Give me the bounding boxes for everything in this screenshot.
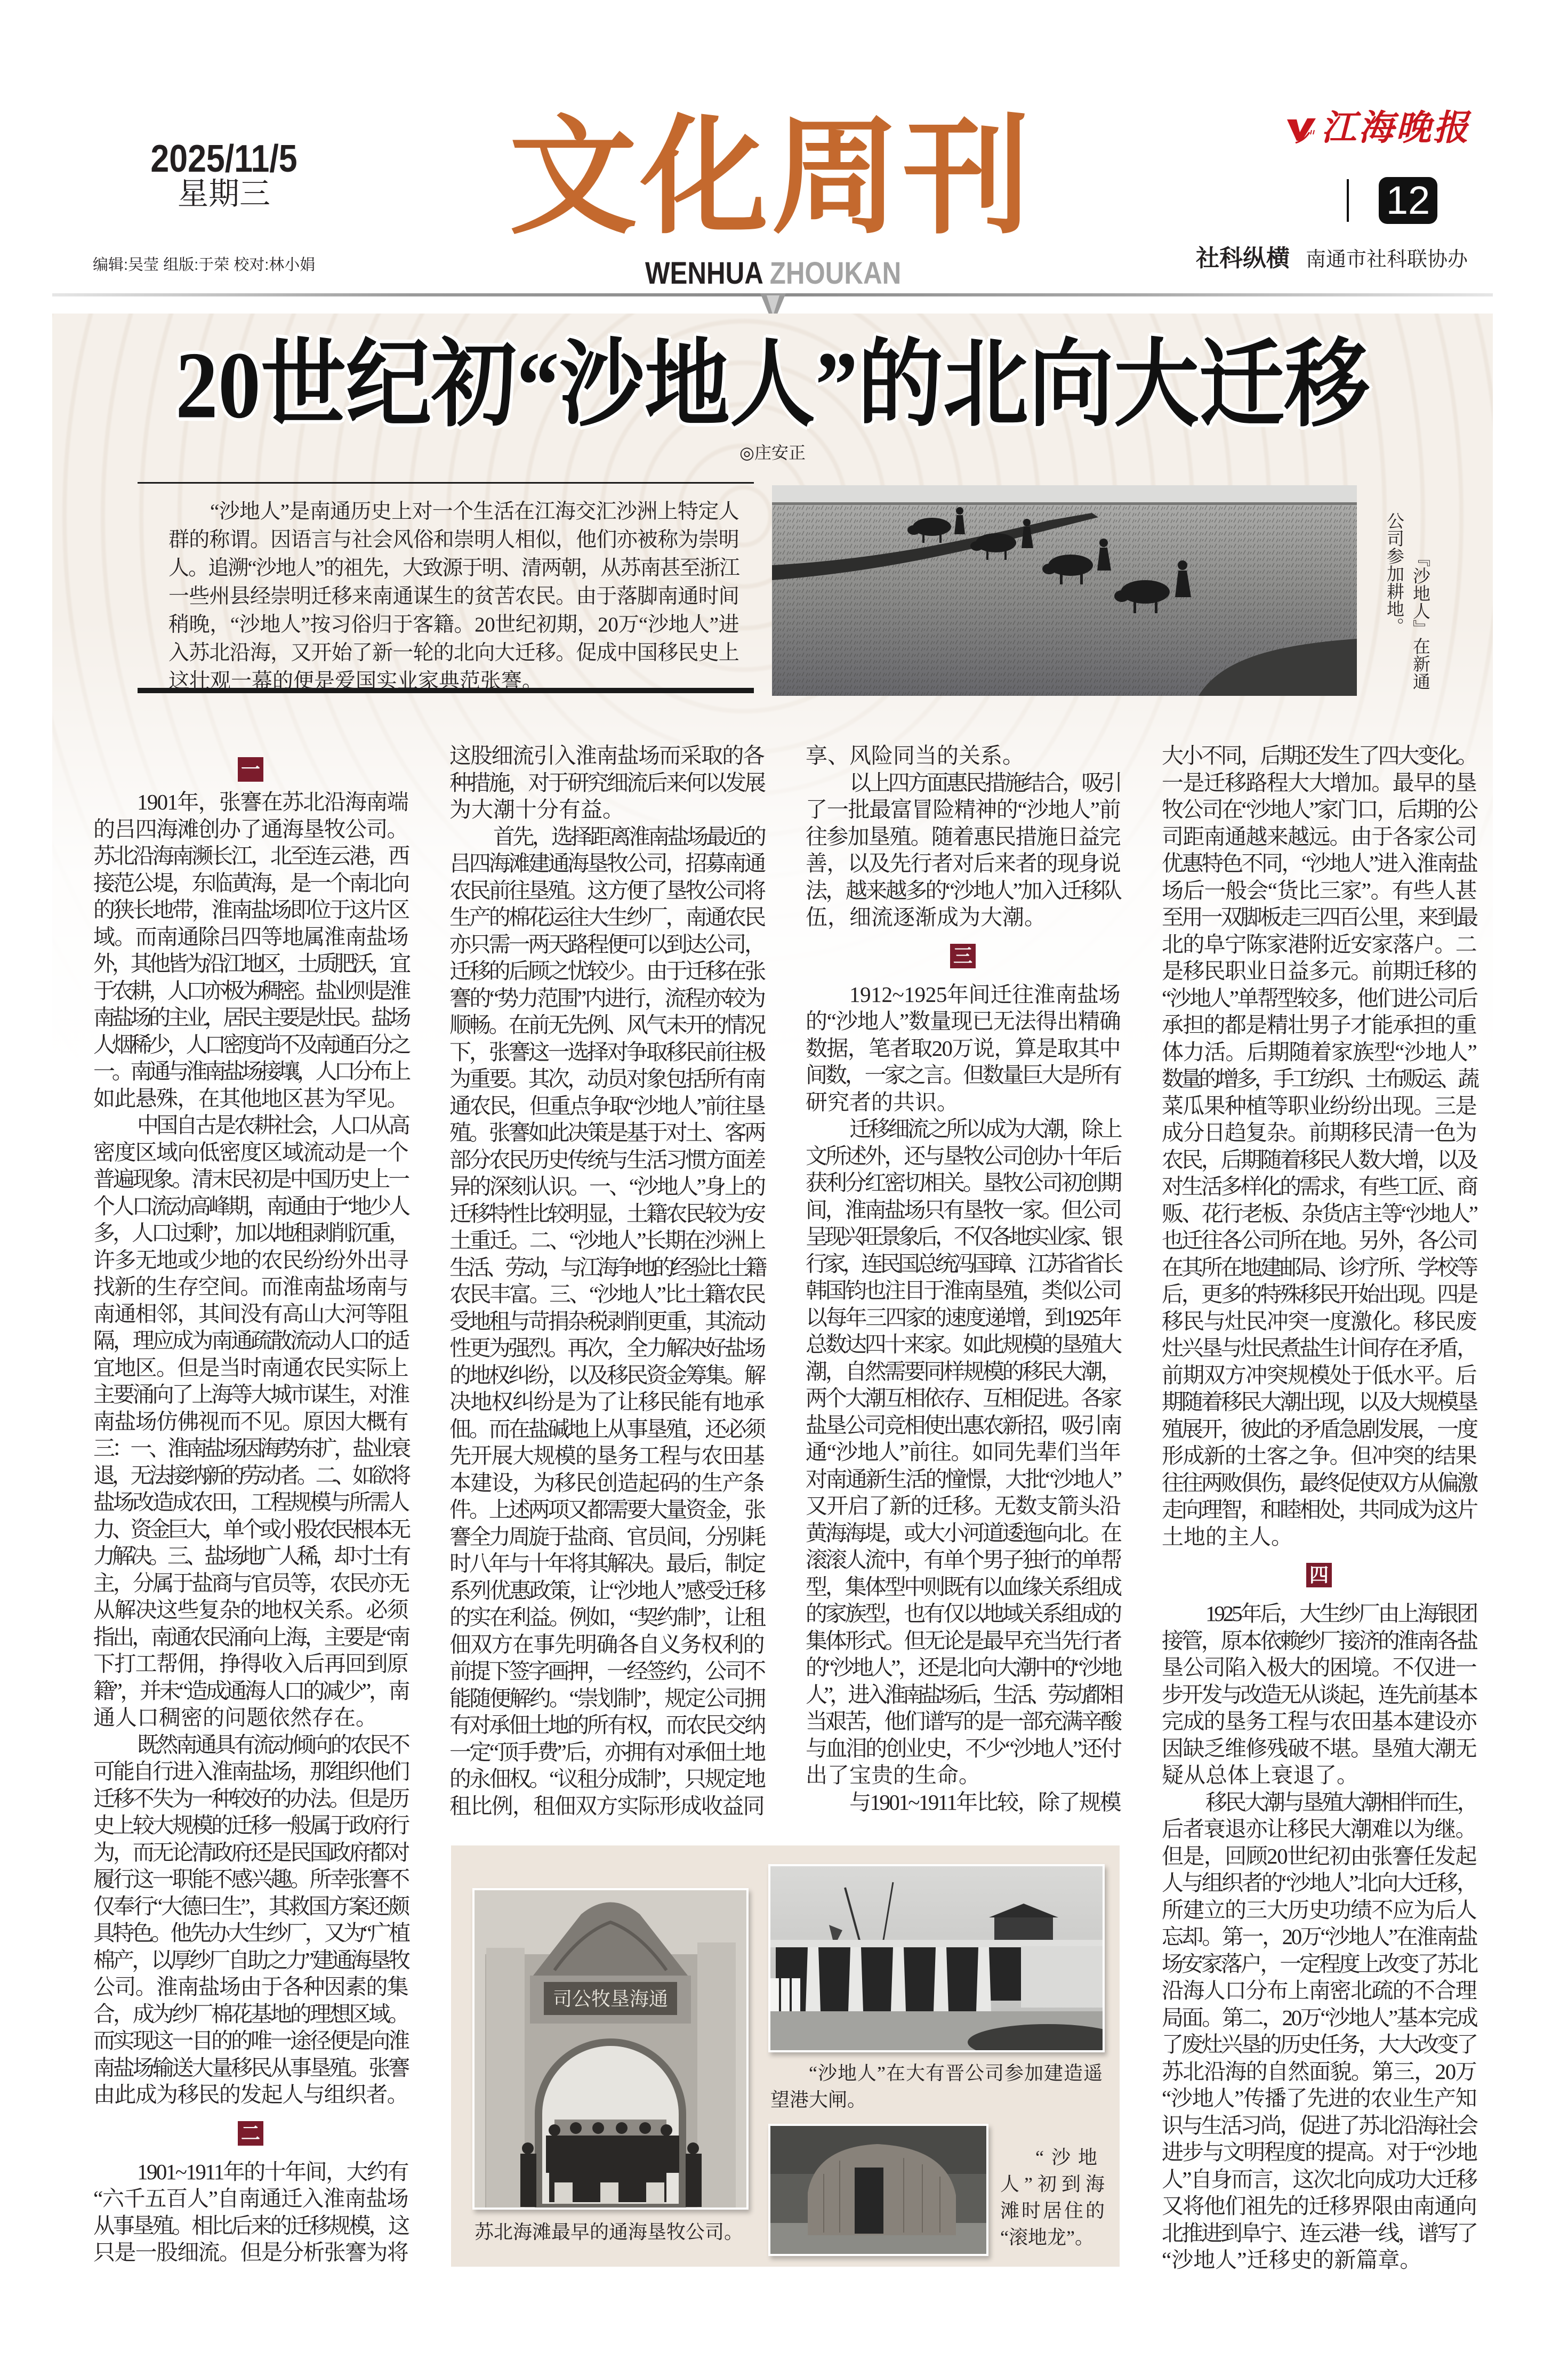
text-line: 南盐场仿佛视而不见。原因大概有	[93, 1409, 408, 1434]
article-author: ◎庄安正	[739, 443, 806, 462]
text-line: 力、资金巨大，单个或小股农民根本无	[93, 1516, 408, 1542]
text-line: 指出，南通农民涌向上海，主要是“南	[93, 1624, 408, 1649]
text-line: 下打工帮佣，挣得收入后再回到原	[93, 1651, 408, 1676]
text-line: 通人口稠密的问题依然存在。	[93, 1705, 377, 1730]
text-line: 史上较大规模的迁移一般属于政府行	[93, 1813, 408, 1837]
text-line: 完成的垦务工程与农田基本建设亦	[1162, 1709, 1476, 1733]
masthead-pinyin	[645, 258, 901, 289]
text-line: 出了宝贵的生命。	[806, 1763, 980, 1787]
text-line: 获利分红密切相关。垦牧公司初创期	[806, 1170, 1120, 1195]
newspaper-logo-icon	[1286, 114, 1317, 145]
text-line: 灶兴垦与灶民煮盐生计间存在矛盾，	[1162, 1336, 1476, 1360]
section-marker	[1162, 1550, 1476, 1600]
text-line: 合，成为纱厂棉花基地的理想区域。	[93, 2001, 408, 2026]
text-line: 为重要。其次，动员对象包括所有南	[449, 1066, 764, 1091]
text-line: 仅奉行“大德曰生”，其救国方案还颇	[93, 1893, 408, 1919]
text-line: 苏北沿海南濒长江，北至连云港，西	[93, 844, 408, 868]
text-line: 的地权纠纷，以及移民资金筹集。解	[449, 1362, 764, 1387]
text-line: 佃。而在盐碱地上从事垦殖，还必须	[449, 1416, 764, 1441]
text-line: 的家族型，也有仅以地域关系组成的	[806, 1601, 1120, 1626]
text-line: 研究者的共识。	[806, 1089, 959, 1114]
text-line: 只是一股细流。但是分析张謇为将	[93, 2240, 408, 2265]
paragraph	[93, 1112, 408, 1731]
text-line: 优惠特色不同，“沙地人”进入淮南盐	[1162, 851, 1477, 876]
text-line: 许多无地或少地的农民纷纷外出寻	[93, 1247, 408, 1272]
text-line: 移民与灶民冲突一度激化。移民废	[1162, 1309, 1476, 1334]
text-line: 人与组织者的“沙地人”北向大迁移，	[1162, 1871, 1477, 1895]
text-line: 农民，后期随着移民人数大增，以及	[1162, 1147, 1476, 1172]
text-line: 通农民，但重点争取“沙地人”前往垦	[449, 1093, 765, 1118]
text-line: 1901~1911年的十年间，大约有	[137, 2159, 408, 2184]
paragraph	[806, 981, 1120, 1116]
text-line: “沙地人”单帮型较多，他们进公司后	[1162, 985, 1477, 1010]
text-line: 形成新的土客之争。但冲突的结果	[1162, 1443, 1476, 1468]
masthead-title: 文化周刊	[509, 106, 1034, 248]
text-line: 佃双方在事先明确各自义务权利的	[449, 1632, 764, 1657]
hut-caption-line: 滩时居住的	[1000, 2200, 1105, 2221]
text-line: 既然南通具有流动倾向的农民不	[137, 1732, 408, 1757]
text-line: 的狭长地带，淮南盐场即位于这片区	[93, 897, 408, 922]
text-line: 局面。第二，20万“沙地人”基本完成	[1162, 2005, 1477, 2030]
text-line: 伍，细流逐渐成为大潮。	[806, 905, 1046, 929]
co-organizer: 南通市社科联协办	[1306, 248, 1468, 271]
text-line: 一。南通与淮南盐场接壤，人口分布上	[93, 1059, 408, 1083]
text-line: 牧公司在“沙地人”家门口，后期的公	[1162, 797, 1477, 822]
text-line: 与血泪的创业史，不少“沙地人”还付	[806, 1736, 1121, 1761]
text-line: 前期双方冲突规模处于低水平。后	[1162, 1362, 1476, 1387]
text-line: 在其所在地建邮局、诊疗所、学校等	[1162, 1255, 1476, 1280]
text-line: 系列优惠政策，让“沙地人”感受迁移	[449, 1578, 765, 1603]
text-line: 人烟稀少，人口密度尚不及南通百分之	[93, 1032, 408, 1057]
text-line: 两个大潮互相依存、互相促进。各家	[806, 1386, 1120, 1410]
paragraph	[806, 1115, 1120, 1789]
text-line: 外，其他皆为沿江地区，土质肥沃，宜	[93, 951, 408, 976]
text-line: 司距南通越来越远。由于各家公司	[1162, 824, 1476, 849]
text-line: 忘却。第一，20万“沙地人”在淮南盐	[1162, 1924, 1477, 1949]
text-line: 于农耕，人口亦极为稠密。盐业则是淮	[93, 978, 408, 1003]
text-line: 间，淮南盐场只有垦牧一家。但公司	[806, 1197, 1120, 1222]
header-divider	[1347, 179, 1349, 222]
text-line: 如此悬殊，在其他地区甚为罕见。	[93, 1086, 408, 1111]
text-line: 人”自身而言，这次北向成功大迁移	[1162, 2166, 1477, 2192]
text-line: 决地权纠纷是为了让移民能有地承	[449, 1390, 764, 1414]
text-line: 苏北沿海的自然面貌。第三，20万	[1162, 2059, 1476, 2084]
text-line: 是移民职业日益多元。前期迁移的	[1162, 959, 1476, 983]
text-line: “沙地人”迁移史的新篇章。	[1162, 2247, 1422, 2272]
text-line: 一定“顶手费”后，亦拥有对承佃土地	[449, 1739, 765, 1764]
text-line: 黄海海堤，或大小河道逶迤向北。在	[806, 1520, 1120, 1545]
text-line: 因缺乏维修残破不堪。垦殖大潮无	[1162, 1736, 1476, 1761]
text-line: 下，张謇这一选择对争取移民前往极	[449, 1039, 764, 1064]
text-line: 往往两败俱伤，最终促使双方从偏激	[1162, 1470, 1476, 1495]
hut-door	[855, 2168, 883, 2234]
text-line: 享、风险同当的关系。	[806, 743, 1024, 768]
text-line: 农民前往垦殖。这方便了垦牧公司将	[449, 878, 764, 903]
text-line: 北推进到阜宁、连云港一线，谱写了	[1162, 2220, 1476, 2245]
editorial-staff: 编辑:吴莹 组版:于荣 校对:林小娟	[93, 256, 316, 274]
section-number: 二	[238, 2121, 263, 2146]
text-line: 走向理智，和睦相处，共同成为这片	[1162, 1497, 1476, 1522]
text-line: 的实在利益。例如，“契约制”，让租	[449, 1605, 765, 1629]
photo-box	[451, 1845, 1120, 2267]
issue-date: 2025/11/5	[150, 138, 297, 180]
text-line: 的“沙地人”数量现已无法得出精确	[806, 1009, 1121, 1033]
text-line: 异的深刻认识。一、“沙地人”身上的	[449, 1174, 765, 1199]
text-line: 棉产，以厚纱厂自助之力”建通海垦牧	[93, 1947, 408, 1972]
body-column-2	[449, 742, 764, 1819]
text-line: 本建设，为移民创造起码的生产条	[449, 1470, 764, 1495]
text-line: 的永佃权。“议租分成制”，只规定地	[449, 1767, 765, 1791]
text-line: 盐场改造成农田，工程规模与所需人	[93, 1490, 408, 1514]
text-line: 总数达四十来家。如此规模的垦殖大	[806, 1332, 1120, 1356]
paragraph	[1162, 742, 1476, 1550]
text-line: 生活、劳动，与江海争地的经验比土籍	[449, 1255, 764, 1280]
section-marker	[93, 2108, 408, 2158]
text-line: 型，集体型中则既有以血缘关系组成	[806, 1574, 1120, 1599]
text-line: 以上四方面惠民措施结合，吸引	[849, 770, 1120, 795]
text-line: 移民大潮与垦殖大潮相伴而生，	[1205, 1789, 1476, 1815]
page-number-badge: 12	[1379, 177, 1437, 224]
text-line: 宜地区。但是当时南通农民实际上	[93, 1355, 408, 1380]
section-marker	[806, 931, 1120, 981]
article-intro-box	[138, 482, 754, 693]
text-line: 至用一双脚板走三四百公里，来到最	[1162, 905, 1476, 929]
sluice-photo-caption: “沙地人”在大有晋公司参加建造遥望港大闸。	[770, 2062, 1103, 2110]
text-line: 吕四海滩建通海垦牧公司，招募南通	[449, 851, 764, 876]
text-line: 后，更多的特殊移民开始出现。四是	[1162, 1282, 1476, 1306]
text-line: 性更为强烈。再次，全力解决好盐场	[449, 1336, 764, 1360]
text-line: 接范公堤，东临黄海，是一个南北向	[93, 870, 408, 895]
hut-photo-caption	[1000, 2144, 1105, 2251]
text-line: 找新的生存空间。而淮南盐场南与	[93, 1274, 408, 1299]
paragraph	[806, 742, 1120, 769]
text-line: 力解决。三、盐场地广人稀，却寸土有	[93, 1544, 408, 1568]
text-line: 受地租与苛捐杂税剥削更重，其流动	[449, 1309, 764, 1334]
paragraph	[449, 742, 764, 823]
text-line: 通“沙地人”前往。如同先辈们当年	[806, 1440, 1121, 1464]
text-line: 生产的棉花运往大生纱厂，南通农民	[449, 905, 764, 929]
text-line: 从事垦殖。相比后来的迁移规模，这	[93, 2213, 408, 2238]
gate-photo-caption: 苏北海滩最早的通海垦牧公司。	[475, 2221, 744, 2243]
section-number: 四	[1306, 1563, 1332, 1587]
farmland-plowing-photo	[772, 485, 1357, 696]
text-line: 的吕四海滩创办了通海垦牧公司。	[93, 816, 408, 841]
top-photo-caption-line: 『沙地人』在新通	[1410, 549, 1429, 690]
text-line: 文所述外，还与垦牧公司创办十年后	[806, 1143, 1120, 1168]
paragraph	[93, 1731, 408, 2108]
masthead-pinyin-zhoukan: ZHOUKAN	[769, 256, 902, 291]
paragraph	[449, 823, 764, 1820]
section-number: 一	[238, 757, 263, 782]
text-line: 三：一、淮南盐场因海势东扩，盐业衰	[93, 1436, 408, 1460]
text-line: 大小不同，后期还发生了四大变化。	[1162, 743, 1476, 768]
text-line: 而实现这一目的的唯一途径便是向淮	[93, 2028, 408, 2053]
paragraph	[1162, 1600, 1476, 1789]
text-line: 进步与文明程度的提高。对于“沙地	[1162, 2140, 1477, 2164]
text-line: 退，无法接纳新的劳动者。二、如欲将	[93, 1463, 408, 1488]
top-photo-caption-line: 公司参加耕地。	[1384, 512, 1403, 635]
text-line: 所建立的三大历史功绩不应为后人	[1162, 1897, 1476, 1922]
intro-line: 一些州县经崇明迁移来南通谋生的贫苦农民。由于落脚南通时间	[168, 585, 739, 608]
text-line: 主要涌向了上海等大城市谋生，对淮	[93, 1382, 408, 1407]
plaque-text: 通海垦牧公司	[552, 1988, 669, 2010]
text-line: 贩、花行老板、杂货店主等“沙地人”	[1162, 1201, 1477, 1226]
text-line: 亦只需一两天路程便可以到达公司，	[449, 932, 764, 957]
section-marker	[93, 742, 408, 789]
text-line: 隔，理应成为南通疏散流动人口的适	[93, 1328, 408, 1353]
issue-weekday: 星期三	[177, 176, 270, 211]
text-line: 籍”，并未“造成通海人口的减少”，南	[93, 1678, 408, 1703]
text-line: 主，分属于盐商与官员等，农民亦无	[93, 1570, 408, 1595]
text-line: 种措施，对于研究细流后来何以发展	[449, 770, 764, 795]
text-line: 迁移特性比较明显，土籍农民较为安	[449, 1201, 764, 1226]
mud-hut-photo	[768, 2124, 988, 2256]
text-line: 具特色。他先办大生纱厂，又为“广植	[93, 1921, 408, 1945]
text-line: 为，而无论清政府还是民国政府都对	[93, 1840, 408, 1865]
sluice-gate-photo	[768, 1864, 1105, 2052]
intro-line: 群的称谓。因语言与社会风俗和崇明人相似，他们亦被称为崇明	[168, 528, 739, 551]
text-line: 迁移不失为一种较好的办法。但是历	[93, 1786, 408, 1811]
text-line: 潮，自然需要同样规模的移民大潮，	[806, 1359, 1120, 1384]
paragraph	[93, 2158, 408, 2266]
text-line: 行家，连民国总统冯国璋、江苏省省长	[806, 1251, 1120, 1276]
hut-caption-line: “沙地	[1035, 2147, 1105, 2168]
text-line: 呈现兴旺景象后，不仅各地实业家、银	[806, 1224, 1120, 1249]
paragraph	[93, 789, 408, 1112]
text-line: 多，人口过剩”，加以地租剥削沉重，	[93, 1221, 408, 1245]
text-line: 成分日趋复杂。前期移民清一色为	[1162, 1120, 1476, 1145]
text-line: 了一批最富冒险精神的“沙地人”前	[806, 797, 1121, 822]
text-line: 1912~1925年间迁往淮南盐场	[849, 982, 1121, 1007]
paragraph	[1162, 1789, 1476, 2274]
text-line: 前提下签字画押，一经签约，公司不	[449, 1659, 764, 1683]
text-line: 以每年三四家的速度递增，到1925年	[806, 1305, 1120, 1330]
text-line: 与1901~1911年比较，除了规模	[849, 1789, 1120, 1815]
text-line: 步开发与改造无从谈起，连先前基本	[1162, 1682, 1476, 1707]
text-line: 南盐场的主业，居民主要是灶民。盐场	[93, 1005, 408, 1030]
text-line: 识与生活习尚，促进了苏北沿海社会	[1162, 2113, 1476, 2138]
text-line: 往参加垦殖。随着惠民措施日益完	[806, 824, 1120, 849]
text-line: 土重迁。二、“沙地人”长期在沙洲上	[449, 1228, 765, 1253]
text-line: 盐垦公司竞相使出惠农新招，吸引南	[806, 1412, 1120, 1438]
intro-line: 人。追溯“沙地人”的祖先，大致源于明、清两朝，从苏南甚至浙江	[168, 557, 739, 580]
text-line: 也迁往各公司所在地。另外，各公司	[1162, 1228, 1476, 1253]
newspaper-name: 江海晚报	[1321, 109, 1470, 148]
text-line: 租比例，租佃双方实际形成收益同	[449, 1793, 764, 1818]
company-gate-photo	[472, 1888, 749, 2210]
intro-line: 入苏北沿海，又开始了新一轮的北向大迁移。促成中国移民史上	[168, 641, 739, 664]
text-line: 接管，原本依赖纱厂接济的淮南各盐	[1162, 1628, 1476, 1653]
text-line: 人”，进入淮南盐场后，生活、劳动都相	[806, 1682, 1121, 1707]
text-line: 密度区域向低密度区域流动是一个	[93, 1139, 408, 1165]
text-line: 殖展开，彼此的矛盾急剧发展，一度	[1162, 1416, 1476, 1441]
text-line: 韩国钧也注目于淮南垦殖，类似公司	[806, 1278, 1120, 1303]
text-line: 农民丰富。三、“沙地人”比土籍农民	[449, 1282, 765, 1306]
text-line: 数据，笔者取20万说，算是取其中	[806, 1036, 1120, 1061]
text-line: 可能自行进入淮南盐场，那组织他们	[93, 1759, 408, 1784]
text-line: 对南通新生活的憧憬，大批“沙地人”	[806, 1466, 1121, 1491]
body-column-3	[806, 742, 1120, 1816]
text-line: “六千五百人”自南通迁入淮南盐场	[93, 2186, 408, 2211]
text-line: 当艰苦，他们谱写的是一部充满辛酸	[806, 1709, 1120, 1733]
text-line: 承担的都是精壮男子才能承担的重	[1162, 1013, 1476, 1037]
text-line: 域。而南通除吕四等地属淮南盐场	[93, 924, 408, 949]
text-line: 先开展大规模的垦务工程与农田基	[449, 1443, 764, 1468]
text-line: 北的阜宁陈家港附近安家落户。二	[1162, 932, 1476, 957]
text-line: 迁移细流之所以成为大潮，除上	[849, 1117, 1120, 1141]
text-line: 能随便解约。“崇划制”，规定公司拥	[449, 1685, 765, 1711]
body-column-4	[1162, 742, 1476, 2274]
text-line: 又开启了新的迁移。无数支箭头沿	[806, 1494, 1120, 1518]
text-line: 后者衰退亦让移民大潮难以为继。	[1162, 1817, 1476, 1841]
text-line: 场安家落户，一定程度上改变了苏北	[1162, 1951, 1476, 1976]
text-line: 体力活。后期随着家族型“沙地人”	[1162, 1039, 1477, 1064]
article-title: 20世纪初“沙地人”的北向大迁移	[175, 332, 1370, 438]
text-line: 间数，一家之言。但数量巨大是所有	[806, 1063, 1120, 1087]
text-line: 垦公司陷入极大的困境。不仅进一	[1162, 1655, 1476, 1680]
text-line: 法，越来越多的“沙地人”加入迁移队	[806, 878, 1121, 903]
text-line: 南通相邻，其间没有高山大河等阻	[93, 1301, 408, 1326]
text-line: 南盐场输送大量移民从事垦殖。张謇	[93, 2055, 408, 2080]
hut-caption-line: “滚地龙”。	[1000, 2227, 1094, 2248]
text-line: 疑从总体上衰退了。	[1162, 1763, 1358, 1787]
text-line: 迁移的后顾之忧较少。由于迁移在张	[449, 959, 764, 983]
text-line: 了废灶兴垦的历史任务，大大改变了	[1162, 2032, 1476, 2057]
text-line: 的“沙地人”，还是北向大潮中的“沙地	[806, 1655, 1120, 1680]
masthead-pinyin-wenhua: WENHUA	[645, 256, 763, 291]
text-line: 为大潮十分有益。	[449, 797, 624, 822]
intro-text	[168, 497, 739, 695]
text-line: 1901年，张謇在苏北沿海南端	[137, 790, 408, 814]
text-line: 滚滚人流中，有单个男子独行的单帮	[806, 1547, 1120, 1572]
text-line: 1925年后，大生纱厂由上海银团	[1205, 1601, 1476, 1626]
text-line: 土地的主人。	[1162, 1524, 1293, 1549]
intro-line: 稍晚，“沙地人”按习俗归于客籍。20世纪初期，20万“沙地人”进	[168, 613, 739, 636]
text-line: 普遍现象。清末民初是中国历史上一	[93, 1167, 408, 1191]
left-pillar	[486, 1948, 525, 2208]
text-line: 中国自古是农耕社会，人口从高	[137, 1113, 408, 1137]
paragraph	[806, 1789, 1120, 1816]
text-line: 有对承佃土地的所有权，而农民交纳	[449, 1713, 764, 1737]
text-line: 数量的增多，手工纺织、土布贩运、蔬	[1162, 1066, 1476, 1091]
intro-line: “沙地人”是南通历史上对一个生活在江海交汇沙洲上特定人	[210, 500, 739, 523]
text-line: 场后一般会“货比三家”。有些人甚	[1162, 878, 1477, 903]
text-line: 由此成为移民的发起人与组织者。	[93, 2082, 408, 2107]
text-line: 沿海人口分布上南密北疏的不合理	[1162, 1978, 1476, 2003]
sky	[772, 485, 1357, 503]
text-line: 集体形式。但无论是最早充当先行者	[806, 1628, 1120, 1653]
right-pillar	[697, 1942, 736, 2208]
section-name: 社科纵横	[1196, 245, 1290, 271]
paragraph	[806, 769, 1120, 931]
text-line: “沙地人”传播了先进的农业生产知	[1162, 2086, 1477, 2110]
text-line: 履行这一职能不感兴趣。所幸张謇不	[93, 1867, 408, 1891]
text-line: 謇全力周旋于盐商、官员间，分别耗	[449, 1524, 764, 1549]
text-line: 部分农民历史传统与生活习惯方面差	[449, 1147, 764, 1172]
text-line: 时八年与十年将其解决。最后，制定	[449, 1551, 764, 1576]
text-line: 一是迁移路程大大增加。最早的垦	[1162, 770, 1476, 795]
text-line: 又将他们祖先的迁移界限由南通向	[1162, 2194, 1476, 2218]
text-line: 对生活多样化的需求，有些工匠、商	[1162, 1174, 1476, 1199]
text-line: 从解决这些复杂的地权关系。必须	[93, 1598, 408, 1622]
hut-caption-line: 人”初到海	[1000, 2173, 1105, 2195]
text-line: 期随着移民大潮出现，以及大规模垦	[1162, 1390, 1476, 1414]
text-line: 菜瓜果种植等职业纷纷出现。三是	[1162, 1093, 1476, 1118]
text-line: 謇的“势力范围”内进行，流程亦较为	[449, 985, 765, 1010]
body-column-1	[93, 742, 408, 2266]
text-line: 殖。张謇如此决策是基于对土、客两	[449, 1120, 764, 1145]
text-line: 首先，选择距离淮南盐场最近的	[493, 824, 764, 849]
intro-line: 这壮观一幕的便是爱国实业家典范张謇。	[168, 670, 543, 693]
text-line: 个人口流动高峰期，南通由于“地少人	[93, 1193, 408, 1218]
text-line: 但是，回顾20世纪初由张謇任发起	[1162, 1843, 1476, 1868]
text-line: 善，以及先行者对后来者的现身说	[806, 851, 1120, 876]
text-line: 公司。淮南盐场由于各种因素的集	[93, 1974, 408, 1999]
text-line: 这股细流引入淮南盐场而采取的各	[449, 743, 764, 768]
text-line: 件。上述两项又都需要大量资金，张	[449, 1497, 764, 1522]
section-number: 三	[950, 944, 976, 968]
text-line: 顺畅。在前无先例、风气未开的情况	[449, 1013, 764, 1037]
